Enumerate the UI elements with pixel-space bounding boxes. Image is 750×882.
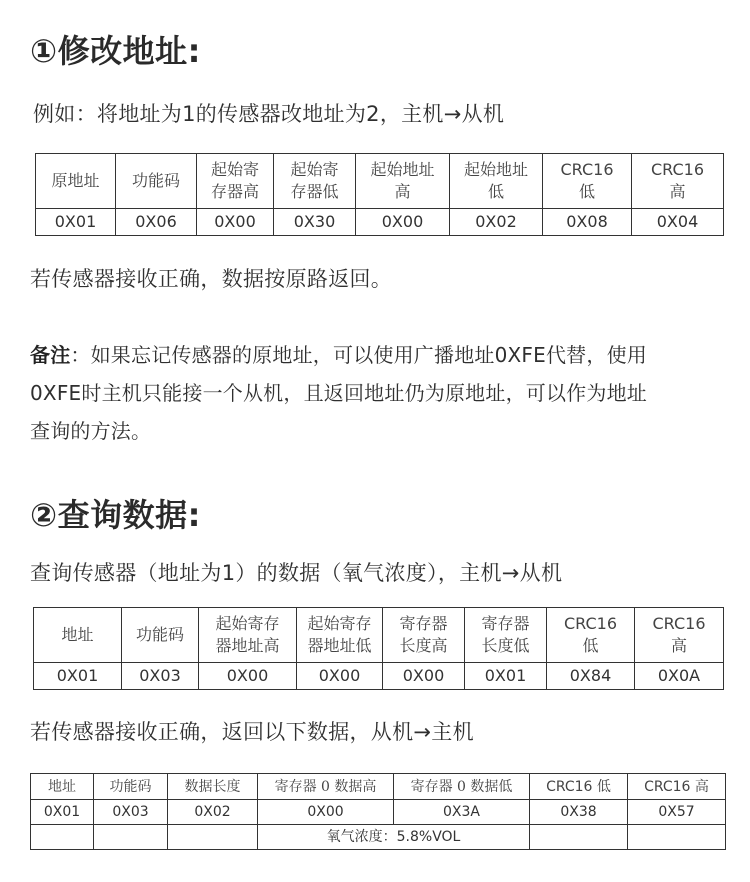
empty-cell [168, 825, 258, 850]
data-cell: 0X3A [394, 800, 530, 825]
data-cell: 0X30 [274, 209, 356, 236]
header-cell: 起始寄 存器高 [197, 154, 274, 209]
header-cell: 地址 [31, 774, 94, 800]
data-cell: 0X0A [635, 663, 724, 690]
section-2-title: ②查询数据: [30, 496, 201, 534]
empty-cell [94, 825, 168, 850]
data-cell: 0X84 [547, 663, 635, 690]
header-cell: 数据长度 [168, 774, 258, 800]
data-cell: 0X01 [465, 663, 547, 690]
section-1-response-text: 若传感器接收正确，数据按原路返回。 [30, 267, 393, 291]
empty-cell [530, 825, 628, 850]
note-label: 备注 [30, 343, 71, 367]
header-cell: 原地址 [36, 154, 116, 209]
data-cell: 0X00 [383, 663, 465, 690]
data-cell: 0X02 [168, 800, 258, 825]
data-cell: 0X01 [31, 800, 94, 825]
header-cell: 寄存器 0 数据高 [258, 774, 394, 800]
header-cell: 寄存器 长度高 [383, 608, 465, 663]
response-data-table [30, 773, 726, 850]
data-cell: 0X01 [36, 209, 116, 236]
header-cell: 功能码 [122, 608, 199, 663]
header-cell: 起始地址 低 [450, 154, 543, 209]
header-cell: 地址 [34, 608, 122, 663]
data-cell: 0X00 [258, 800, 394, 825]
data-cell: 0X00 [197, 209, 274, 236]
header-cell: CRC16 低 [530, 774, 628, 800]
section-1-example: 例如：将地址为1的传感器改地址为2，主机→从机 [33, 102, 505, 126]
empty-cell [31, 825, 94, 850]
header-cell: 起始寄存 器地址高 [199, 608, 297, 663]
data-cell: 0X04 [632, 209, 724, 236]
section-2-example: 查询传感器（地址为1）的数据（氧气浓度），主机→从机 [30, 561, 563, 585]
data-cell: 0X03 [94, 800, 168, 825]
oxygen-concentration-note: 氧气浓度：5.8%VOL [258, 825, 530, 850]
header-cell: CRC16 高 [628, 774, 726, 800]
header-cell: CRC16 低 [547, 608, 635, 663]
modify-address-table [35, 153, 724, 236]
header-cell: CRC16 高 [635, 608, 724, 663]
data-cell: 0X00 [297, 663, 383, 690]
note-paragraph: 备注：如果忘记传感器的原地址，可以使用广播地址0XFE代替，使用 0XFE时主机只能接一个从机，且返回地址仍为原地址，可以作为地址 查询的方法。 [30, 343, 647, 443]
data-cell: 0X08 [543, 209, 632, 236]
data-cell: 0X02 [450, 209, 543, 236]
header-cell: 起始寄存 器地址低 [297, 608, 383, 663]
data-cell: 0X57 [628, 800, 726, 825]
section-1-title: ①修改地址: [30, 32, 201, 70]
empty-cell [628, 825, 726, 850]
header-cell: 功能码 [94, 774, 168, 800]
data-cell: 0X38 [530, 800, 628, 825]
data-cell: 0X03 [122, 663, 199, 690]
header-cell: 寄存器 长度低 [465, 608, 547, 663]
header-cell: 寄存器 0 数据低 [394, 774, 530, 800]
section-2-response-text: 若传感器接收正确，返回以下数据，从机→主机 [30, 720, 474, 744]
header-cell: 功能码 [116, 154, 197, 209]
data-cell: 0X00 [199, 663, 297, 690]
data-cell: 0X06 [116, 209, 197, 236]
header-cell: 起始地址 高 [356, 154, 450, 209]
header-cell: CRC16 高 [632, 154, 724, 209]
header-cell: CRC16 低 [543, 154, 632, 209]
header-cell: 起始寄 存器低 [274, 154, 356, 209]
data-cell: 0X00 [356, 209, 450, 236]
data-cell: 0X01 [34, 663, 122, 690]
query-data-table [33, 607, 724, 690]
